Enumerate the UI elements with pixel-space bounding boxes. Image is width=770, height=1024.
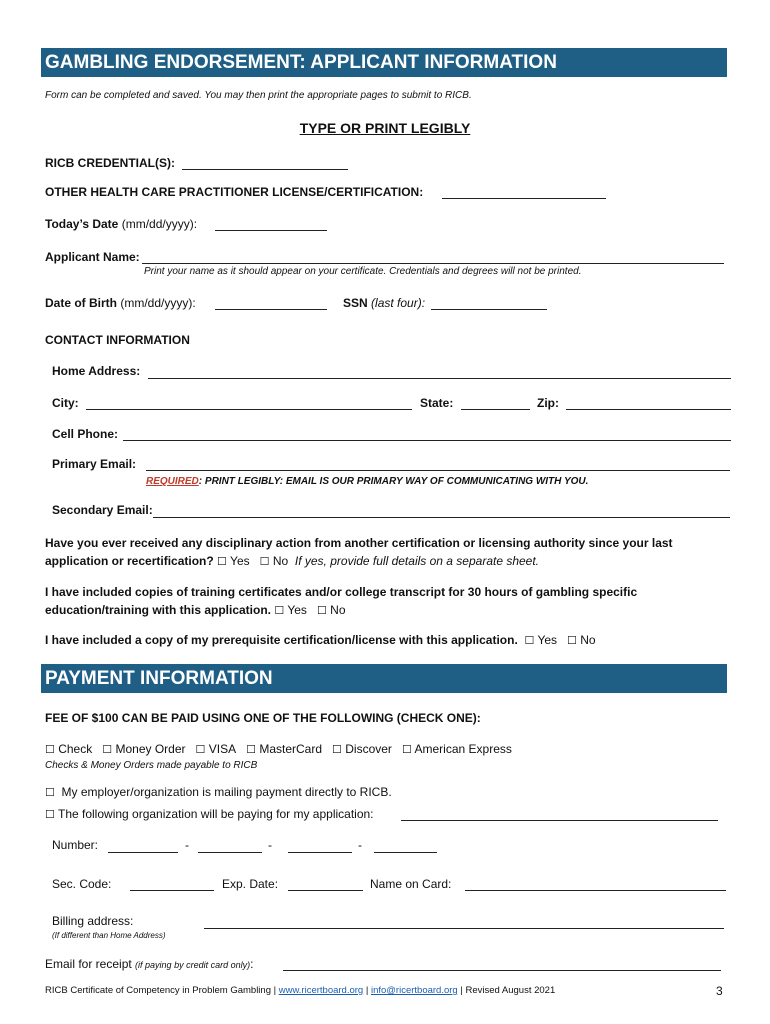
fee-heading: FEE OF $100 CAN BE PAID USING ONE OF THE FOLLOWING (CHECK ONE): (45, 711, 481, 725)
method-check: Check (58, 742, 93, 756)
section-title: GAMBLING ENDORSEMENT: APPLICANT INFORMATION (45, 52, 557, 73)
training-yes-label: Yes (287, 603, 307, 617)
required-tag: REQUIRED (146, 476, 199, 487)
footer-revised: | Revised August 2021 (460, 985, 556, 996)
employer-text: My employer/organization is mailing payment directly to RICB. (61, 785, 392, 799)
checkbox-icon[interactable]: ☐ (274, 605, 285, 617)
checkbox-icon[interactable]: ☐ (246, 744, 256, 756)
contact-heading: CONTACT INFORMATION (45, 333, 190, 347)
question-discipline-line1: Have you ever received any disciplinary action from another certification or licensing authority since your last (45, 536, 673, 550)
todays-date-label (45, 217, 197, 231)
footer (45, 985, 555, 996)
method-money-order: Money Order (115, 742, 186, 756)
method-mastercard: MasterCard (259, 742, 323, 756)
ricb-credential-field[interactable] (182, 169, 348, 170)
dob-text: Date of Birth (45, 296, 117, 310)
checkbox-icon[interactable]: ☐ (217, 556, 227, 568)
ssn-label (343, 296, 425, 310)
card-number-label: Number: (52, 838, 99, 852)
sec-code-field[interactable] (130, 890, 214, 891)
exp-date-field[interactable] (288, 890, 363, 891)
discipline-yes-label: Yes (230, 554, 250, 568)
email-required-note (146, 476, 588, 487)
card-number-dash: - (358, 838, 362, 852)
checkbox-icon[interactable]: ☐ (259, 556, 270, 568)
state-label: State: (420, 396, 454, 410)
todays-date-format: (mm/dd/yyyy): (121, 217, 198, 231)
card-number-part3[interactable] (288, 852, 352, 853)
billing-label: Billing address: (52, 914, 134, 928)
page-number: 3 (716, 984, 723, 998)
discipline-no-label: No (272, 554, 289, 568)
checkbox-icon[interactable]: ☐ (316, 605, 327, 617)
discipline-note: If yes, provide full details on a separate sheet. (294, 554, 540, 568)
payment-title: PAYMENT INFORMATION (45, 668, 273, 689)
org-field[interactable] (401, 820, 718, 821)
ssn-text: SSN (343, 296, 368, 310)
org-text: The following organization will be paying for my application: (58, 807, 374, 821)
dob-field[interactable] (215, 309, 327, 310)
applicant-name-note: Print your name as it should appear on your certificate. Credentials and degrees will not be printed. (144, 266, 582, 277)
checkbox-icon[interactable]: ☐ (45, 787, 55, 799)
section-banner-applicant (41, 48, 727, 77)
payment-methods (45, 742, 512, 756)
billing-note: (If different than Home Address) (52, 931, 166, 940)
org-option (45, 807, 374, 821)
checkbox-icon[interactable]: ☐ (332, 744, 342, 756)
state-field[interactable] (461, 409, 530, 410)
card-number-part2[interactable] (198, 852, 262, 853)
footer-email-link[interactable]: info@ricertboard.org (370, 985, 458, 996)
email-receipt-note: (if paying by credit card only) (135, 960, 251, 970)
applicant-name-label: Applicant Name: (45, 250, 140, 264)
home-address-label: Home Address: (52, 364, 141, 378)
city-field[interactable] (86, 409, 412, 410)
todays-date-field[interactable] (215, 230, 327, 231)
method-discover: Discover (345, 742, 392, 756)
email-receipt-label: Email for receipt (if paying by credit card only): (45, 957, 254, 971)
name-on-card-field[interactable] (465, 890, 726, 891)
zip-label: Zip: (537, 396, 559, 410)
type-print-heading: TYPE OR PRINT LEGIBLY (299, 120, 471, 136)
sec-code-label: Sec. Code: (52, 877, 112, 891)
billing-field[interactable] (204, 928, 724, 929)
secondary-email-field[interactable] (153, 517, 730, 518)
employer-option (45, 785, 392, 799)
prereq-no-label: No (580, 633, 596, 647)
dob-format: (mm/dd/yyyy): (120, 296, 196, 310)
card-number-dash: - (185, 838, 189, 852)
question-training-text: education/training with this application. (45, 603, 272, 617)
dob-label (45, 296, 196, 310)
cell-phone-label: Cell Phone: (52, 427, 119, 441)
ssn-format: (last four): (371, 296, 426, 310)
home-address-field[interactable] (148, 378, 731, 379)
question-training-line2 (45, 603, 346, 617)
required-text: : PRINT LEGIBLY: EMAIL IS OUR PRIMARY WAY OF COMMUNICATING WITH YOU. (198, 476, 589, 487)
applicant-name-field[interactable] (142, 263, 724, 264)
method-visa: VISA (208, 742, 237, 756)
question-training-line1: I have included copies of training certificates and/or college transcript for 30 hours of gambling specific (45, 585, 638, 599)
checkbox-icon[interactable]: ☐ (195, 744, 206, 756)
checkbox-icon[interactable]: ☐ (45, 809, 55, 821)
footer-separator: | (365, 985, 369, 996)
card-number-dash: - (268, 838, 272, 852)
question-prereq-text: I have included a copy of my prerequisite certification/license with this application. (45, 633, 518, 647)
method-amex: American Express (414, 742, 512, 756)
email-receipt-field[interactable] (283, 970, 721, 971)
other-license-field[interactable] (442, 198, 606, 199)
other-license-label: OTHER HEALTH CARE PRACTITIONER LICENSE/CERTIFICATION: (45, 185, 424, 199)
checkbox-icon[interactable]: ☐ (102, 744, 113, 756)
checkbox-icon[interactable]: ☐ (45, 744, 55, 756)
footer-website-link[interactable]: www.ricertboard.org (278, 985, 364, 996)
ssn-field[interactable] (431, 309, 547, 310)
question-prereq (45, 633, 596, 647)
footer-text: RICB Certificate of Competency in Problem Gambling | (45, 985, 277, 996)
form-note: Form can be completed and saved. You may then print the appropriate pages to submit to RICB. (45, 90, 472, 101)
name-on-card-label: Name on Card: (370, 877, 452, 891)
card-number-part4[interactable] (374, 852, 437, 853)
primary-email-field[interactable] (146, 470, 730, 471)
city-label: City: (52, 396, 79, 410)
question-discipline-line2 (45, 554, 539, 568)
checkbox-icon[interactable]: ☐ (567, 635, 577, 647)
todays-date-text: Today’s Date (45, 217, 119, 231)
ricb-credential-label: RICB CREDENTIAL(S): (45, 156, 175, 170)
training-no-label: No (330, 603, 346, 617)
checkbox-icon[interactable]: ☐ (524, 635, 535, 647)
zip-field[interactable] (566, 409, 731, 410)
question-discipline-text: application or recertification? (45, 554, 214, 568)
section-banner-payment (41, 664, 727, 693)
card-number-part1[interactable] (108, 852, 178, 853)
primary-email-label: Primary Email: (52, 457, 137, 471)
checkbox-icon[interactable]: ☐ (401, 744, 412, 756)
email-receipt-text: Email for receipt (45, 957, 132, 971)
exp-date-label: Exp. Date: (222, 877, 279, 891)
cell-phone-field[interactable] (123, 440, 731, 441)
secondary-email-label: Secondary Email: (52, 503, 153, 517)
payable-note: Checks & Money Orders made payable to RICB (45, 760, 258, 771)
prereq-yes-label: Yes (537, 633, 558, 647)
